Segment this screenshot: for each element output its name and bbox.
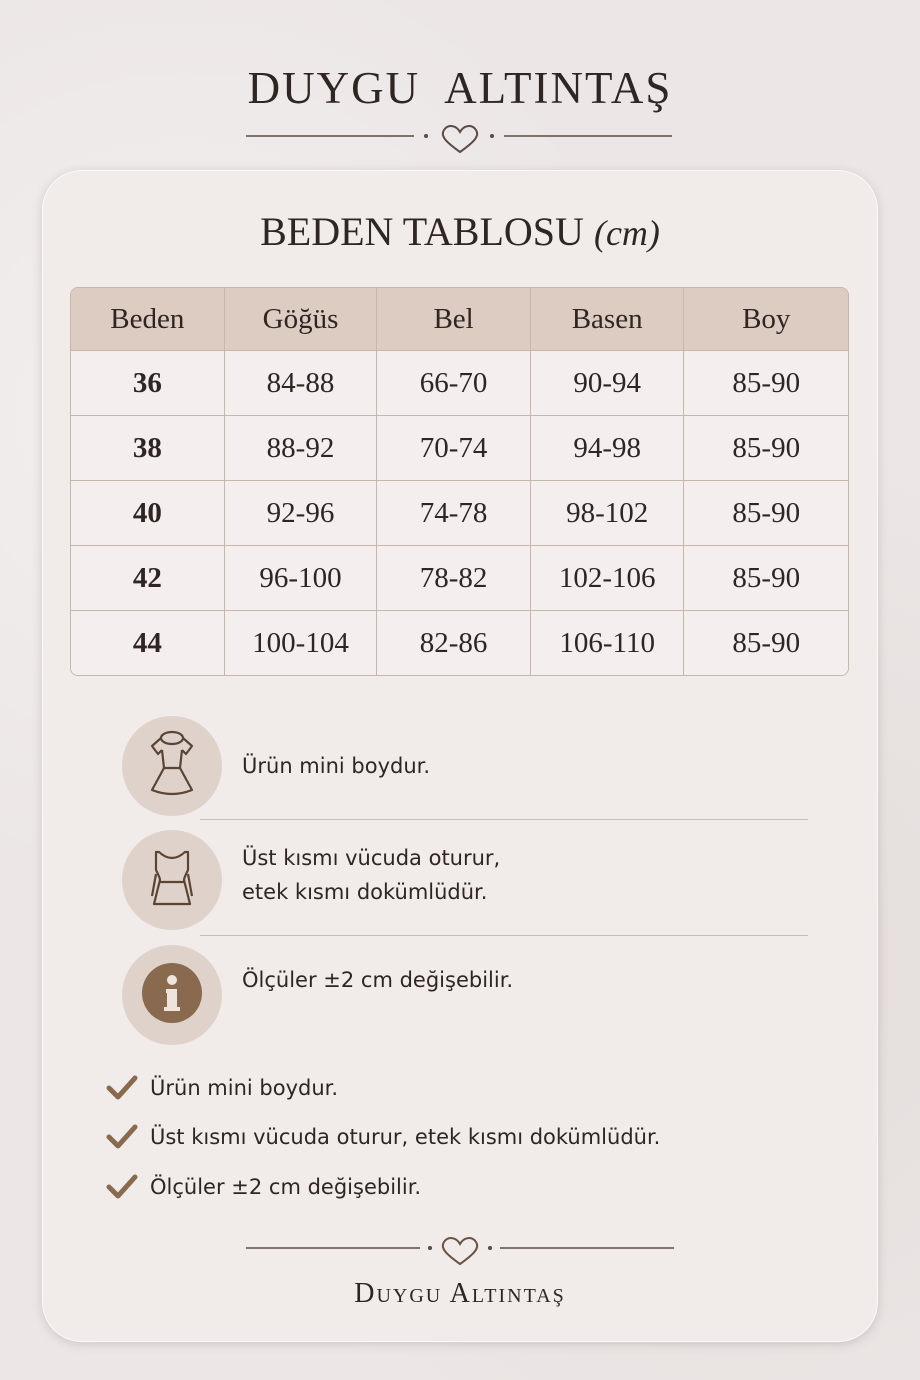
mini-dress-icon [122,716,222,816]
checklist-text: Ürün mini boydur. [150,1076,339,1100]
table-cell: 85-90 [684,351,848,416]
feature-icon-circle [122,945,222,1045]
table-cell: 88-92 [225,416,378,481]
table-cell: 106-110 [531,611,685,675]
heart-divider-icon [240,1234,680,1268]
brand-title-bottom: Duygu Altıntaş [354,1278,566,1309]
checklist-item [106,1121,660,1153]
feature-text: Ölçüler ±2 cm değişebilir. [242,968,514,992]
table-cell: 70-74 [377,416,531,481]
checkmark-icon [106,1173,138,1201]
table-cell: 66-70 [377,351,531,416]
table-cell: 100-104 [225,611,378,675]
table-cell: 84-88 [225,351,378,416]
brand-title-top: DUYGU ALTINTAŞ [247,63,673,113]
column-header: Bel [377,288,531,351]
feature-item-tolerance [122,945,812,1045]
table-row [71,351,848,416]
table-cell: 85-90 [684,611,848,675]
table-cell: 102-106 [531,546,685,611]
table-row [71,416,848,481]
table-row [71,546,848,611]
title-text: BEDEN TABLOSU [260,209,584,254]
table-cell: 98-102 [531,481,685,546]
feature-text: Ürün mini boydur. [242,754,431,778]
column-header: Göğüs [225,288,378,351]
table-cell: 90-94 [531,351,685,416]
table-cell: 82-86 [377,611,531,675]
table-row [71,481,848,546]
checkmark-icon [106,1123,138,1151]
size-cell: 40 [71,481,225,546]
feature-item-fit [122,830,812,930]
table-cell: 74-78 [377,481,531,546]
size-chart-title [0,208,920,255]
column-header: Beden [71,288,225,351]
size-cell: 42 [71,546,225,611]
feature-icon-circle [122,716,222,816]
table-cell: 96-100 [225,546,378,611]
table-header-row [71,288,848,351]
size-cell: 38 [71,416,225,481]
feature-item-mini-length [122,716,812,816]
divider [200,819,808,820]
column-header: Boy [684,288,848,351]
checklist-text: Ölçüler ±2 cm değişebilir. [150,1175,422,1199]
checklist-text: Üst kısmı vücuda oturur, etek kısmı dokümlüdür. [150,1125,661,1149]
size-cell: 44 [71,611,225,675]
feature-text-line: Üst kısmı vücuda oturur, [242,846,501,870]
table-cell: 92-96 [225,481,378,546]
info-icon [122,945,222,1045]
feature-text-line: etek kısmı dokümlüdür. [242,880,488,904]
table-cell: 85-90 [684,416,848,481]
table-cell: 85-90 [684,546,848,611]
table-cell: 78-82 [377,546,531,611]
column-header: Basen [531,288,685,351]
checklist-item [106,1072,338,1104]
divider [200,935,808,936]
fitted-top-icon [122,830,222,930]
size-table [70,287,849,676]
heart-divider-icon [240,122,680,156]
table-cell: 94-98 [531,416,685,481]
checkmark-icon [106,1074,138,1102]
checklist-item [106,1171,421,1203]
feature-text [242,841,500,909]
unit-text: (cm) [593,213,660,253]
feature-icon-circle [122,830,222,930]
table-cell: 85-90 [684,481,848,546]
size-cell: 36 [71,351,225,416]
heart-ornament-top [0,122,920,152]
heart-ornament-bottom [0,1234,920,1264]
table-row [71,611,848,675]
